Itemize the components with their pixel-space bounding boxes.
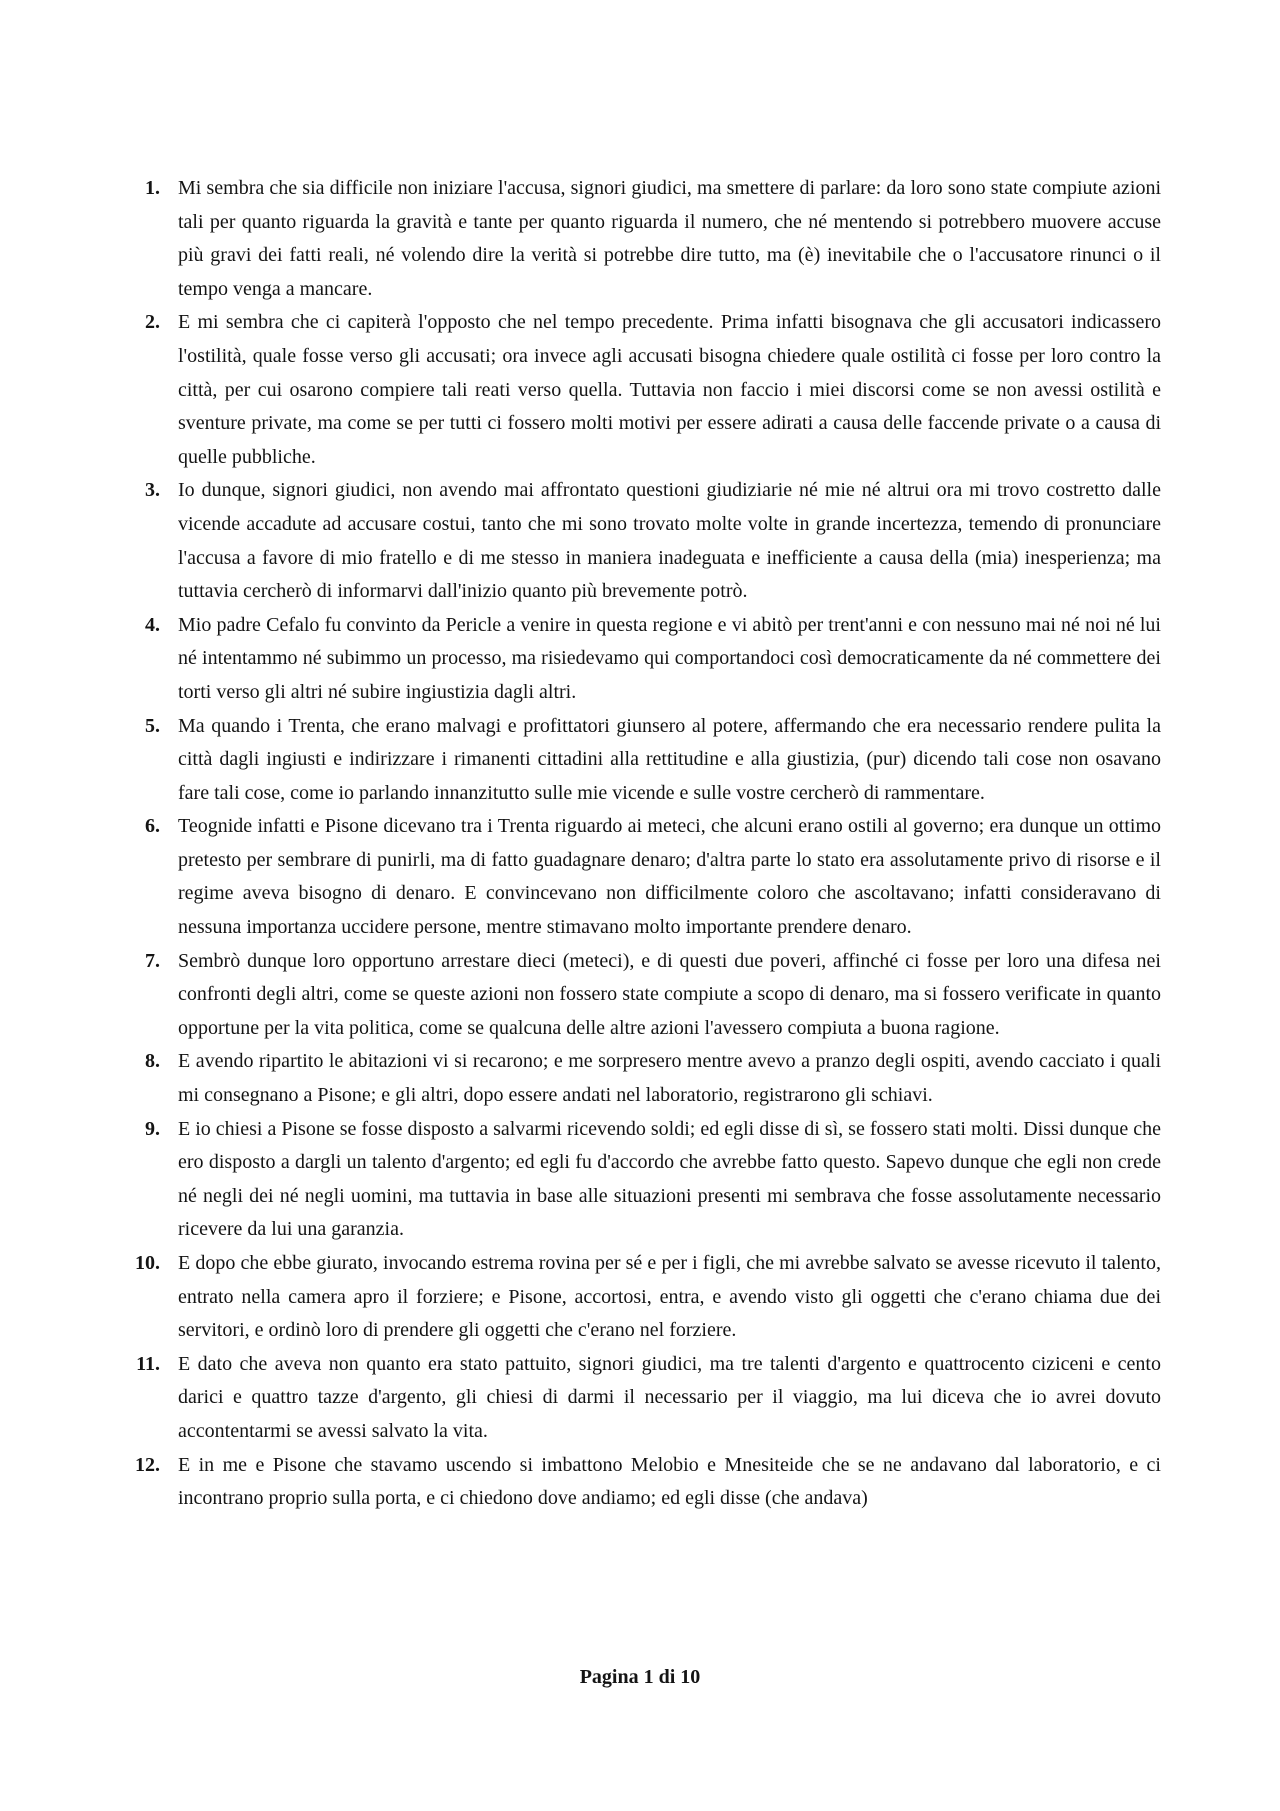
numbered-paragraph (119, 474, 1161, 608)
numbered-paragraph (119, 609, 1161, 710)
page-footer: Pagina 1 di 10 (579, 1666, 701, 1688)
paragraph-number: 4. (145, 613, 160, 636)
numbered-paragraph (119, 1449, 1161, 1516)
paragraph-number: 7. (145, 949, 160, 972)
paragraph-list (119, 172, 1161, 1516)
paragraph-text: E avendo ripartito le abitazioni vi si recarono; e me sorpresero mentre avevo a pranzo degli ospiti, avendo cacciato i quali mi consegnano a Pisone; e gli altri, dopo essere andati nel laboratorio, registrarono gli schiavi. (178, 1050, 1161, 1107)
paragraph-text: Sembrò dunque loro opportuno arrestare dieci (meteci), e di questi due poveri, affinché ci fosse per loro una difesa nei confronti degli altri, come se queste azioni non fossero state compiute a scopo di denaro, ma si fossero verificate in quanto opportune per la vita politica, come se qualcuna delle altre azioni l'avessero compiuta a buona ragione. (178, 949, 1161, 1039)
numbered-paragraph (119, 1247, 1161, 1348)
paragraph-number: 5. (145, 714, 160, 737)
paragraph-number: 1. (145, 177, 160, 199)
paragraph-number: 12. (135, 1453, 160, 1476)
numbered-paragraph (119, 306, 1161, 474)
paragraph-number: 3. (145, 479, 160, 502)
paragraph-text: Mi sembra che sia difficile non iniziare l'accusa, signori giudici, ma smettere di parlare: da loro sono state compiute azioni tali per quanto riguarda la gravità e tante per quanto riguarda il numero, che né mentendo si potrebbero muovere accuse più gravi dei fatti reali, né volendo dire la verità si potrebbe dire tutto, ma (è) inevitabile che o l'accusatore rinunci o il tempo venga a mancare. (178, 177, 1161, 300)
paragraph-number: 11. (136, 1352, 160, 1375)
paragraph-text: Io dunque, signori giudici, non avendo mai affrontato questioni giudiziarie né mie né altrui ora mi trovo costretto dalle vicende accadute ad accusare costui, tanto che mi sono trovato molte volte in grande incertezza, temendo di pronunciare l'accusa a favore di mio fratello e di me stesso in maniera inadeguata e inefficiente a causa della (mia) inesperienza; ma tuttavia cercherò di informarvi dall'inizio quanto più brevemente potrò. (178, 479, 1161, 603)
paragraph-text: E dopo che ebbe giurato, invocando estrema rovina per sé e per i figli, che mi avrebbe salvato se avesse ricevuto il talento, entrato nella camera apro il forziere; e Pisone, accortosi, entra, e avendo visto gli oggetti che c'erano chiama due dei servitori, e ordinò loro di prendere gli oggetti che c'erano nel forziere. (178, 1252, 1161, 1342)
numbered-paragraph (119, 172, 1161, 306)
numbered-paragraph (119, 710, 1161, 811)
paragraph-number: 10. (135, 1252, 160, 1274)
paragraph-text: Teognide infatti e Pisone dicevano tra i Trenta riguardo ai meteci, che alcuni erano ostili al governo; era dunque un ottimo pretesto per sembrare di punirli, ma di fatto guadagnare denaro; d'altra parte lo stato era assolutamente privo di risorse e il regime aveva bisogno di denaro. E convincevano non difficilmente coloro che ascoltavano; infatti consideravano di nessuna importanza uccidere persone, mentre stimavano molto importante prendere denaro. (178, 815, 1161, 939)
paragraph-number: 8. (145, 1050, 160, 1073)
numbered-paragraph (119, 1113, 1161, 1247)
paragraph-text: E mi sembra che ci capiterà l'opposto che nel tempo precedente. Prima infatti bisognava che gli accusatori indicassero l'ostilità, quale fosse verso gli accusati; ora invece agli accusati bisogna chiedere quale ostilità ci fosse per loro contro la città, per cui osarono compiere tali reati verso quella. Tuttavia non faccio i miei discorsi come se non avessi ostilità e sventure private, ma come se per tutti ci fossero molti motivi per essere adirati a causa delle faccende private o a causa di quelle pubbliche. (178, 311, 1161, 468)
paragraph-text: E dato che aveva non quanto era stato pattuito, signori giudici, ma tre talenti d'argento e quattrocento ciziceni e cento darici e quattro tazze d'argento, gli chiesi di darmi il necessario per il viaggio, ma lui diceva che io avrei dovuto accontentarmi se avessi salvato la vita. (178, 1352, 1161, 1442)
paragraph-text: Ma quando i Trenta, che erano malvagi e profittatori giunsero al potere, affermando che era necessario rendere pulita la città dagli ingiusti e indirizzare i rimanenti cittadini alla rettitudine e alla giustizia, (pur) dicendo tali cose non osavano fare tali cose, come io parlando innanzitutto sulle mie vicende e sulle vostre cercherò di rammentare. (178, 714, 1161, 804)
paragraph-number: 6. (145, 815, 160, 838)
paragraph-number: 2. (145, 311, 160, 334)
paragraph-number: 9. (145, 1117, 160, 1140)
numbered-paragraph (119, 1348, 1161, 1449)
numbered-paragraph (119, 945, 1161, 1046)
numbered-paragraph (119, 810, 1161, 944)
numbered-paragraph (119, 1045, 1161, 1112)
paragraph-text: Mio padre Cefalo fu convinto da Pericle a venire in questa regione e vi abitò per trent'anni e con nessuno mai né noi né lui né intentammo né subimmo un processo, ma risiedevamo qui comportandoci così democraticamente da né commettere dei torti verso gli altri né subire ingiustizia dagli altri. (178, 613, 1161, 703)
paragraph-text: E in me e Pisone che stavamo uscendo si imbattono Melobio e Mnesiteide che se ne andavano dal laboratorio, e ci incontrano proprio sulla porta, e ci chiedono dove andiamo; ed egli disse (che andava) (178, 1453, 1161, 1510)
paragraph-text: E io chiesi a Pisone se fosse disposto a salvarmi ricevendo soldi; ed egli disse di sì, se fossero stati molti. Dissi dunque che ero disposto a dargli un talento d'argento; ed egli fu d'accordo che avrebbe fatto questo. Sapevo dunque che egli non crede né negli dei né negli uomini, ma tuttavia in base alle situazioni presenti mi sembrava che fosse assolutamente necessario ricevere da lui una garanzia. (178, 1117, 1161, 1241)
